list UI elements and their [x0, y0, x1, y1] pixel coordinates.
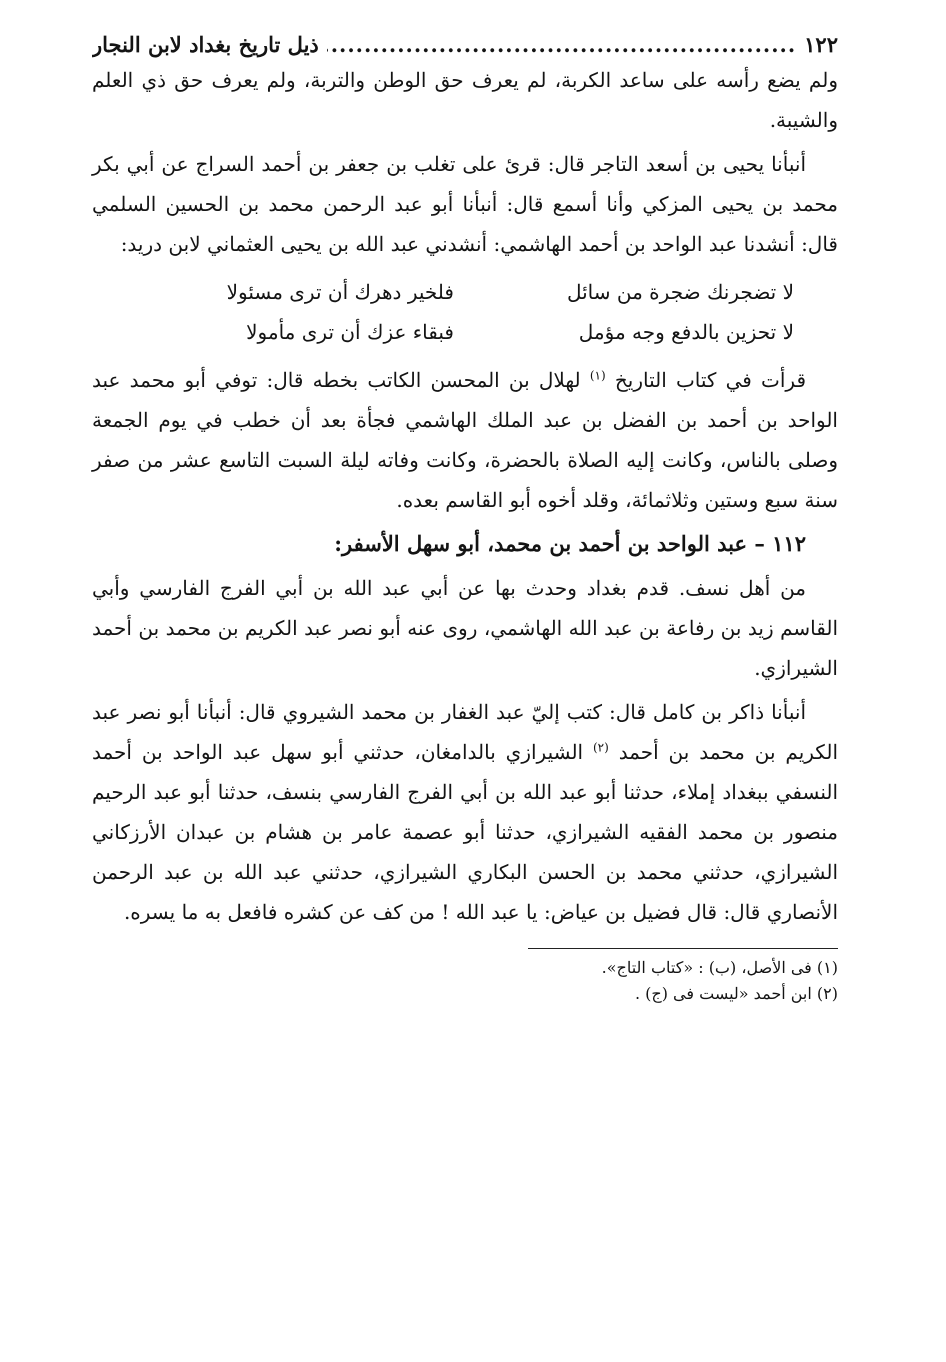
paragraph-biography: من أهل نسف. قدم بغداد وحدث بها عن أبي عبد الله بن أبي الفرج الفارسي وأبي القاسم زيد بن رفاعة بن عبد الله الهاشمي، روى عنه أبو نصر عبد الكريم بن محمد بن أحمد الشيرازي. — [92, 576, 839, 680]
text-segment: قرأت في كتاب التاريخ — [614, 368, 807, 392]
footnote-1: (١) فى الأصل، (ب) : «كتاب التاج». — [601, 958, 838, 977]
verse-first-hemistich: لا تضجرنك ضجرة من سائل — [566, 280, 794, 304]
footnote-ref-2: (٢) — [592, 740, 609, 755]
entry-heading: ١١٢ – عبد الواحد بن أحمد بن محمد، أبو سهل الأسفر: — [334, 531, 806, 556]
poem-verse — [92, 312, 794, 352]
header-leader-dots — [327, 30, 796, 60]
running-title: ذيل تاريخ بغداد لابن النجار — [92, 32, 319, 57]
poem — [92, 272, 838, 352]
text-segment: الشيرازي بالدامغان، حدثني أبو سهل عبد الواحد بن أحمد النسفي ببغداد إملاء، حدثنا أبو عبد الله بن أبي الفرج الفارسي بنسف، حدثنا أبو عبد الرحيم منصور بن محمد الفقيه الشيرازي، حدثنا أبو عصمة عامر بن هشام بن عبدان الأرزكاني الشيرازي، حدثني محمد بن الحسن البكاري الشيرازي، حدثني عبد الله بن عبد الرحمن الأنصاري قال: قال فضيل بن عياض: يا عبد الله ! من كف عن كشره فافعل به ما يسره. — [92, 740, 839, 924]
verse-second-hemistich: فبقاء عزك أن ترى مأمولا — [246, 320, 454, 344]
paragraph-hadith-chain — [92, 692, 838, 932]
paragraph-death-report — [92, 360, 838, 520]
footnote-2: (٢) ابن أحمد «ليست فى (ج) . — [634, 984, 838, 1003]
text-segment: لهلال بن المحسن الكاتب بخطه قال: توفي أبو محمد عبد الواحد بن أحمد بن الفضل بن عبد الملك الهاشمي فجأة بعد أن خطب في يوم الجمعة وصلى بالناس، وكانت إليه الصلاة بالحضرة، وكانت وفاته ليلة السبت التاسع عشر من صفر سنة سبع وستين وثلاثمائة، وقلد أخوه أبو القاسم بعده. — [92, 368, 838, 512]
footnote-separator — [528, 948, 838, 949]
paragraph-isnad-poem: أنبأنا يحيى بن أسعد التاجر قال: قرئ على تغلب بن جعفر بن أحمد السراج عن أبي بكر محمد بن يحيى المزكي وأنا أسمع قال: أنبأنا أبو عبد الرحمن محمد بن الحسين السلمي قال: أنشدنا عبد الواحد بن أحمد الهاشمي: أنشدني عبد الله بن يحيى العثماني لابن دريد: — [92, 152, 838, 256]
running-header — [92, 30, 838, 60]
footnote-ref-1: (١) — [589, 368, 606, 383]
verse-first-hemistich: لا تحزين بالدفع وجه مؤمل — [578, 320, 794, 344]
paragraph-opening: ولم يضع رأسه على ساعد الكربة، لم يعرف حق الوطن والتربة، ولم يعرف حق ذي العلم والشيبة. — [92, 68, 838, 132]
poem-verse — [92, 272, 794, 312]
verse-second-hemistich: فلخير دهرك أن ترى مسئولا — [226, 280, 454, 304]
book-page — [92, 30, 838, 1007]
text-segment: أنبأنا ذاكر بن كامل قال: كتب إليّ عبد الغفار بن محمد الشيروي قال: أنبأنا أبو نصر عبد الكريم بن محمد بن أحمد — [92, 700, 839, 764]
page-number: ١٢٢ — [804, 32, 838, 57]
